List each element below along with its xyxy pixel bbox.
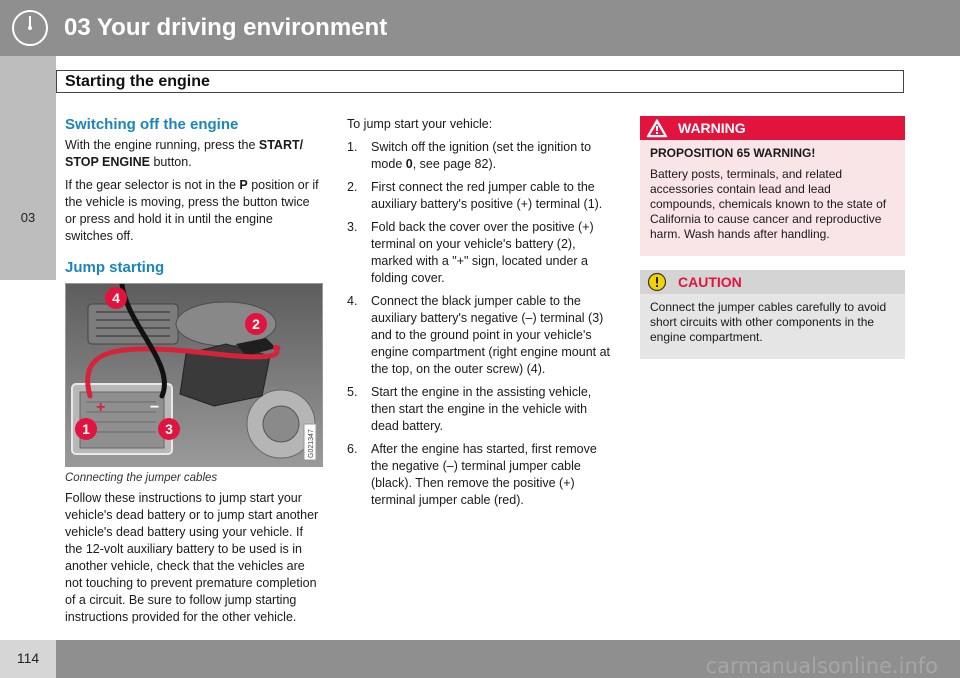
warning-box [640,116,905,256]
callout-1 [75,418,97,440]
warning-body [640,140,905,242]
paragraph-gear-selector: If the gear selector is not in the P position or if the vehicle is moving, press the button twice or press and hold it in until the engine switches off. [65,178,319,243]
page-footer [0,640,960,678]
caution-text: Connect the jumper cables carefully to avoid short circuits with other components in the engine compartment. [650,300,887,344]
warning-triangle-icon [646,118,668,138]
negative-sign: − [150,399,160,416]
list-item: 5. Start the engine in the assisting vehicle, then start the engine in the vehicle with dead battery. [347,385,592,433]
chapter-title: 03 Your driving environment [64,14,388,41]
column-left [65,116,323,632]
heading-jump-starting: Jump starting [65,259,165,276]
caution-box [640,270,905,359]
caution-exclamation-icon [646,272,668,292]
steps-intro: To jump start your vehicle: [347,117,493,131]
list-item: 4. Connect the black jumper cable to the auxiliary battery's negative (–) terminal (3) and to the ground point in your vehicle's engine compartment (right engine mount at the top, on the outer screw) (4). [347,294,611,376]
list-item: 2. First connect the red jumper cable to the auxiliary battery's positive (+) terminal (1). [347,180,603,211]
caution-label: CAUTION [678,274,742,290]
svg-text:G021347: G021347 [308,429,315,458]
svg-text:3: 3 [165,421,173,437]
warning-header [640,116,905,140]
chapter-header [0,0,960,56]
callout-3 [158,418,180,440]
callout-4 [105,287,127,309]
caution-body [640,294,905,345]
page-number: 114 [16,650,40,666]
warning-text: Battery posts, terminals, and related accessories contain lead and lead compounds, chemicals known to the state of California to cause cancer and reproductive harm. Wash hands after handling. [650,167,887,241]
figure-code [304,424,316,460]
watermark: carmanualsonline.info [705,654,938,678]
positive-sign: + [96,399,106,416]
heading-switching-off: Switching off the engine [65,116,239,133]
chapter-tab-label: 03 [20,210,36,225]
jumper-cable-figure [65,283,323,467]
warning-title: PROPOSITION 65 WARNING! [650,146,816,160]
warning-label: WARNING [678,120,746,136]
svg-text:4: 4 [112,290,120,306]
jump-start-steps [347,139,617,509]
list-item: 3. Fold back the cover over the positive (+) terminal on your vehicle's battery (2), marked with a "+" sign, located under a folding cover. [347,220,594,285]
chapter-tab [0,56,56,280]
paragraph-jump-instructions: Follow these instructions to jump start your vehicle's dead battery or to jump start another vehicle's dead battery using your vehicle. If the 12-volt auxiliary battery to be used is in another vehicle, check that the vehicles are not touching to prevent premature completion of a circuit. Be sure to follow jump starting instructions provided for the other vehicle. [65,491,319,624]
list-item: 6. After the engine has started, first remove the negative (–) terminal jumper cable (black). Then remove the positive (+) terminal jumper cable (red). [347,442,597,507]
callout-2 [245,313,267,335]
gauge-icon [11,9,49,47]
svg-text:2: 2 [252,316,260,332]
paragraph-switch-off: With the engine running, press the START/ STOP ENGINE button. [65,138,304,169]
figure-caption: Connecting the jumper cables [65,472,218,484]
section-bar [56,70,904,93]
engine-bay-illustration [66,284,323,467]
list-item: 1. Switch off the ignition (set the ignition to mode 0, see page 82). [347,140,592,171]
caution-header [640,270,905,294]
section-title: Starting the engine [65,73,210,90]
page-number-cell [0,640,56,678]
column-right [640,116,905,359]
column-middle [347,116,617,515]
svg-text:1: 1 [82,421,90,437]
